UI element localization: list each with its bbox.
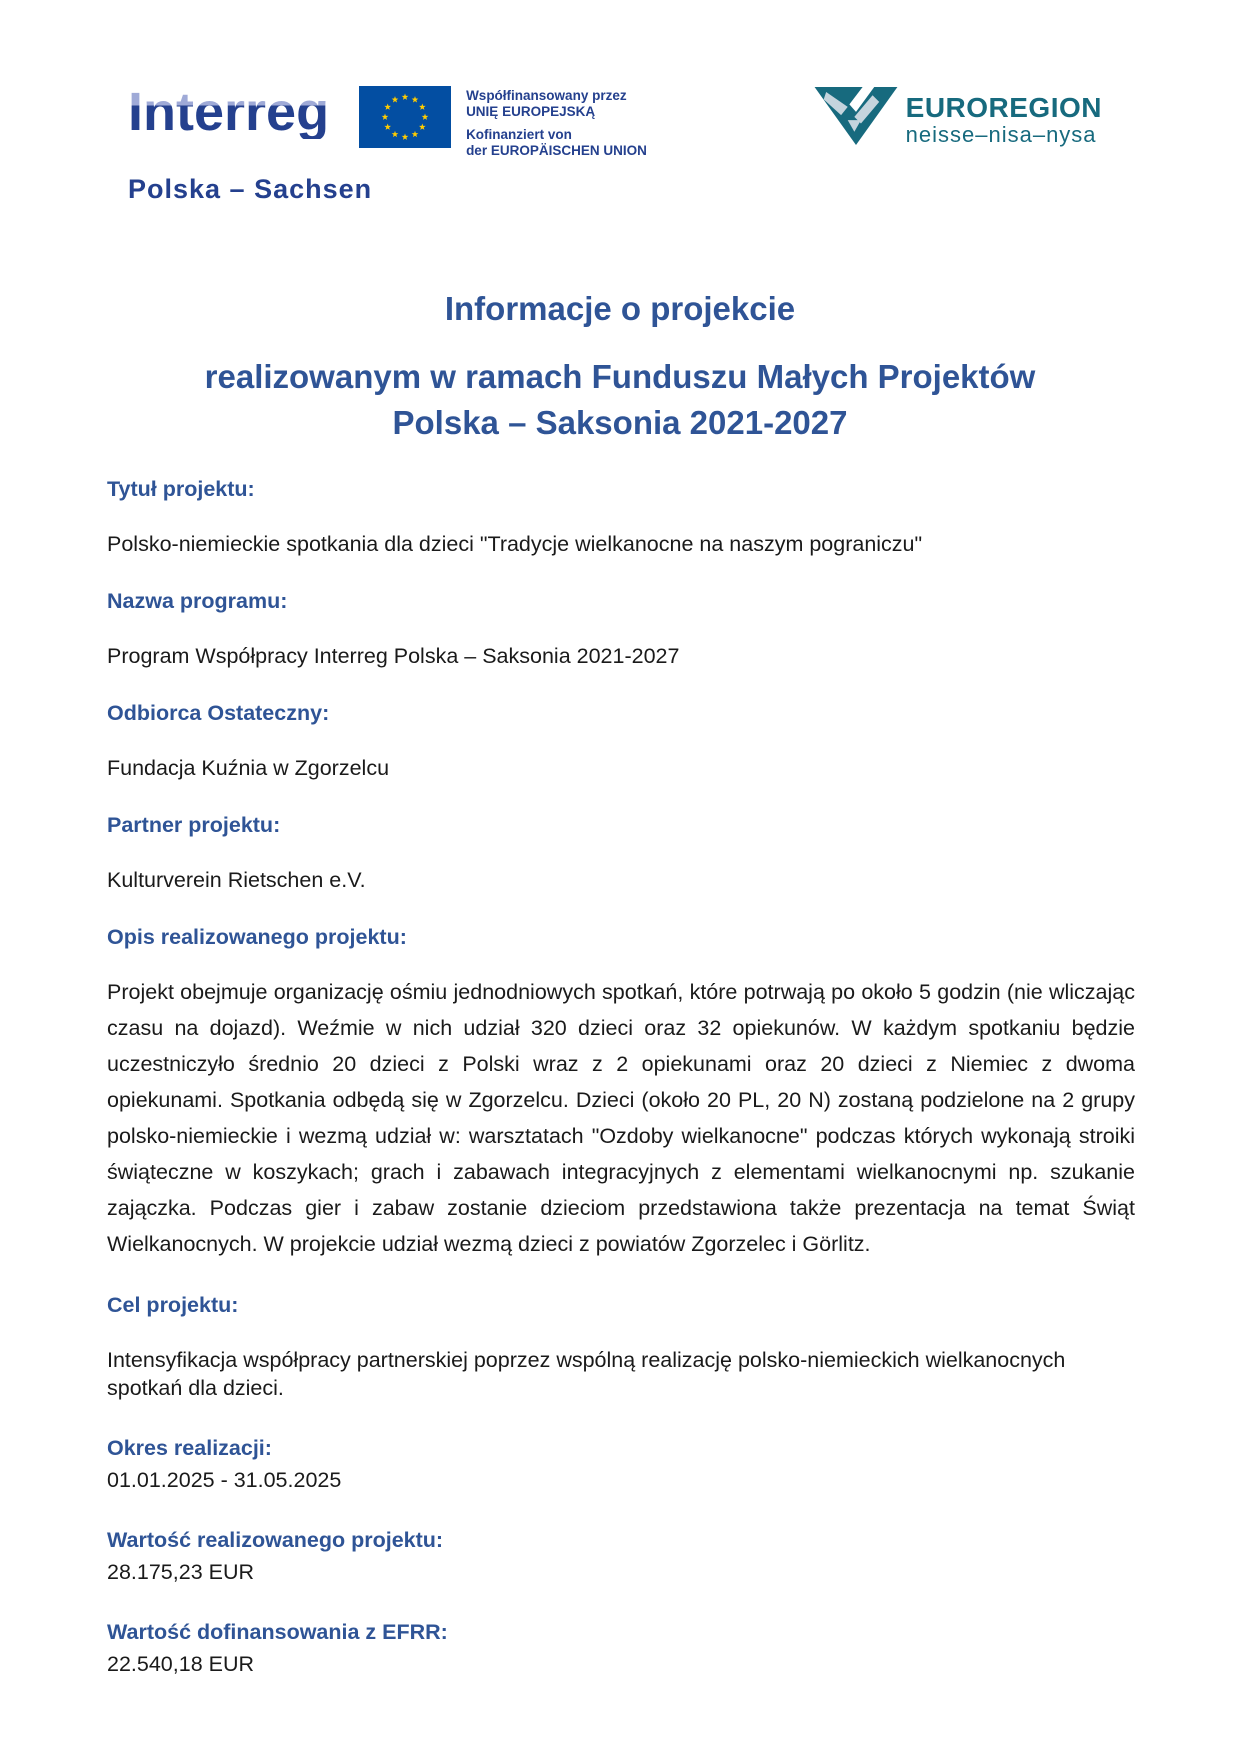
interreg-subtitle: Polska – Sachsen [128,174,373,204]
section-body: Fundacja Kuźnia w Zgorzelcu [107,756,390,780]
section-heading: Opis realizowanego projektu: [107,925,407,949]
document-body [107,475,1135,1678]
section-heading: Odbiorca Ostateczny: [107,701,330,725]
section-project-title [107,475,1135,558]
section-project-value [107,1526,1135,1586]
section-body: Program Współpracy Interreg Polska – Saksonia 2021-2027 [107,644,680,668]
cofund-line-de-2: der EUROPÄISCHEN UNION [466,143,647,158]
section-heading: Okres realizacji: [107,1436,272,1460]
interreg-logo [128,82,647,205]
section-project-description [107,923,1135,1262]
section-heading: Cel projektu: [107,1293,239,1317]
euroregion-logo [814,87,1102,147]
section-realization-period [107,1434,1135,1494]
section-heading: Tytuł projektu: [107,477,255,501]
section-heading: Wartość realizowanego projektu: [107,1528,444,1552]
document-title [0,289,1240,446]
section-final-recipient [107,699,1135,782]
section-project-goal [107,1291,1135,1402]
section-body: Projekt obejmuje organizację ośmiu jednodniowych spotkań, które potrwają po około 5 godzin (nie wliczając czasu na dojazd). Weźmie w nich udział 320 dzieci oraz 32 opiekunów. W każdym spotkaniu będzie uczestniczyło średnio 20 dzieci z Polski wraz z 2 opiekunami oraz 20 dzieci z Niemiec z dwoma opiekunami. Spotkania odbędą się w Zgorzelcu. Dzieci (około 20 PL, 20 N) zostaną podzielone na 2 grupy polsko-niemieckie i wezmą udział w: warsztatach "Ozdoby wielkanocne" podczas których wykonają stroiki świąteczne w koszykach; grach i zabawach integracyjnych z elementami wielkanocnymi np. szukanie zajączka. Podczas gier i zabaw zostanie dzieciom przedstawiona także prezentacja na temat Świąt Wielkanocnych. W projekcie udział wezmą dzieci z powiatów Zgorzelec i Görlitz. [107,980,1135,1256]
cofund-line-pl-2: UNIĘ EUROPEJSKĄ [466,104,596,119]
eu-flag-icon [359,86,451,148]
section-body: 22.540,18 EUR [107,1652,255,1676]
euroregion-name: EUROREGION [905,92,1102,123]
section-program-name [107,587,1135,670]
section-heading: Wartość dofinansowania z EFRR: [107,1620,448,1644]
section-body: 28.175,23 EUR [107,1560,255,1584]
section-heading: Nazwa programu: [107,589,288,613]
section-body: Intensyfikacja współpracy partnerskiej poprzez wspólną realizację polsko-niemieckich wielkanocnych spotkań dla dzieci. [107,1348,1066,1400]
title-line-2: realizowanym w ramach Funduszu Małych Projektów [204,358,1036,395]
interreg-wordmark: Interreg [128,82,330,142]
section-body: Kulturverein Rietschen e.V. [107,868,366,892]
section-project-partner [107,811,1135,894]
section-heading: Partner projektu: [107,813,281,837]
euroregion-triangle-icon [814,87,898,145]
title-line-1: Informacje o projekcie [444,290,796,327]
cofund-line-pl-1: Współfinansowany przez [466,88,627,103]
title-line-3: Polska – Saksonia 2021-2027 [392,404,848,441]
euroregion-subname: neisse–nisa–nysa [905,122,1097,147]
eu-cofund-text [466,88,647,159]
cofund-line-de-1: Kofinanziert von [466,127,572,142]
section-efrr-funding-value [107,1618,1135,1678]
section-body: 01.01.2025 - 31.05.2025 [107,1468,342,1492]
header [128,82,1102,205]
section-body: Polsko-niemieckie spotkania dla dzieci "Tradycje wielkanocne na naszym pograniczu" [107,532,923,556]
